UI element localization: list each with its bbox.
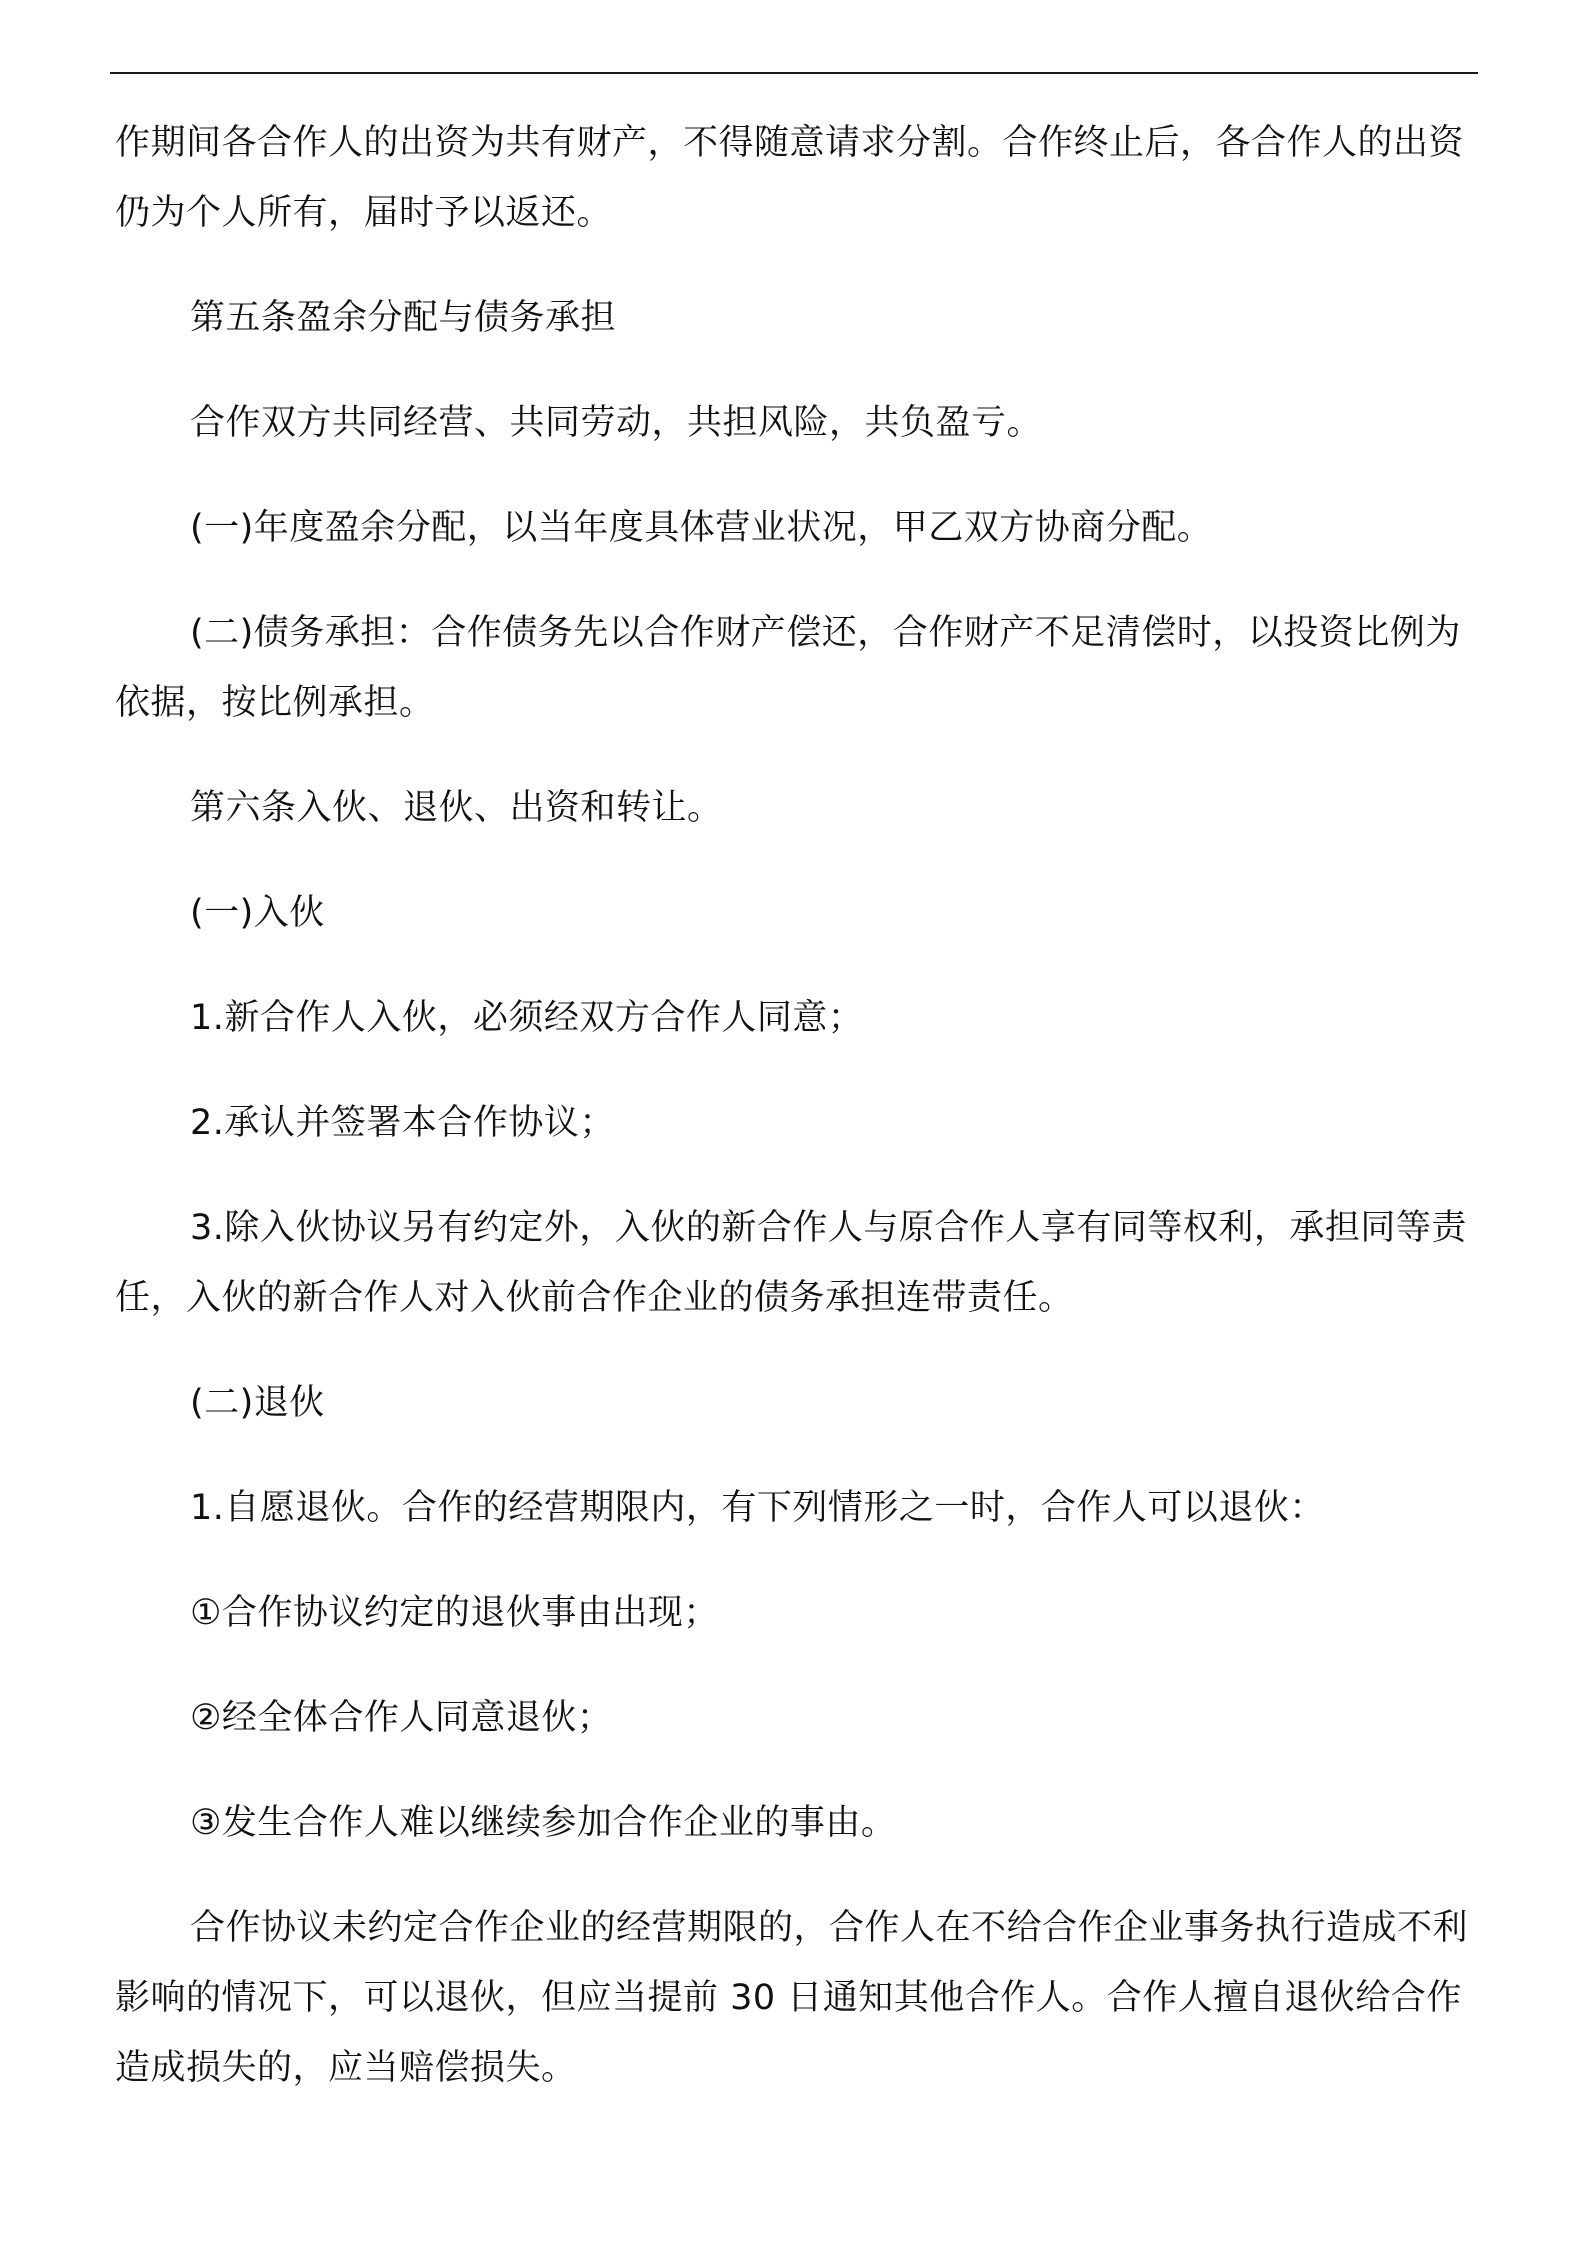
document-body [115,108,1481,2103]
withdrawal-circumstance-2: ②经全体合作人同意退伙； [190,1698,613,1738]
joining-item-3: 3.除入伙协议另有约定外，入伙的新合作人与原合作人享有同等权利，承担同等责任，入伙的新合作人对入伙前合作企业的债务承担连带责任。 [115,1208,1467,1318]
section-withdrawal-heading: (二)退伙 [190,1383,325,1423]
withdrawal-item-1: 1.自愿退伙。合作的经营期限内，有下列情形之一时，合作人可以退伙： [190,1488,1325,1528]
header-rule [110,72,1478,74]
clause-debt-bearing: (二)债务承担：合作债务先以合作财产偿还，合作财产不足清偿时，以投资比例为依据，按比例承担。 [115,613,1461,723]
joining-item-1: 1.新合作人入伙，必须经双方合作人同意； [190,998,864,1038]
article-5-heading: 第五条盈余分配与债务承担 [190,298,617,338]
withdrawal-circumstance-3: ③发生合作人难以继续参加合作企业的事由。 [190,1803,897,1843]
paragraph-1: 作期间各合作人的出资为共有财产，不得随意请求分割。合作终止后，各合作人的出资仍为个人所有，届时予以返还。 [115,123,1465,233]
section-joining-heading: (一)入伙 [190,893,325,933]
article-6-heading: 第六条入伙、退伙、出资和转让。 [190,788,723,828]
joining-item-2: 2.承认并签署本合作协议； [190,1103,615,1143]
withdrawal-circumstance-1: ①合作协议约定的退伙事由出现； [190,1593,719,1633]
clause-profit-distribution: (一)年度盈余分配，以当年度具体营业状况，甲乙双方协商分配。 [190,508,1213,548]
paragraph-unspecified-term: 合作协议未约定合作企业的经营期限的，合作人在不给合作企业事务执行造成不利影响的情况下，可以退伙，但应当提前 30 日通知其他合作人。合作人擅自退伙给合作造成损失的，应当赔偿损失。 [115,1908,1469,2088]
paragraph-3: 合作双方共同经营、共同劳动，共担风险，共负盈亏。 [190,403,1043,443]
